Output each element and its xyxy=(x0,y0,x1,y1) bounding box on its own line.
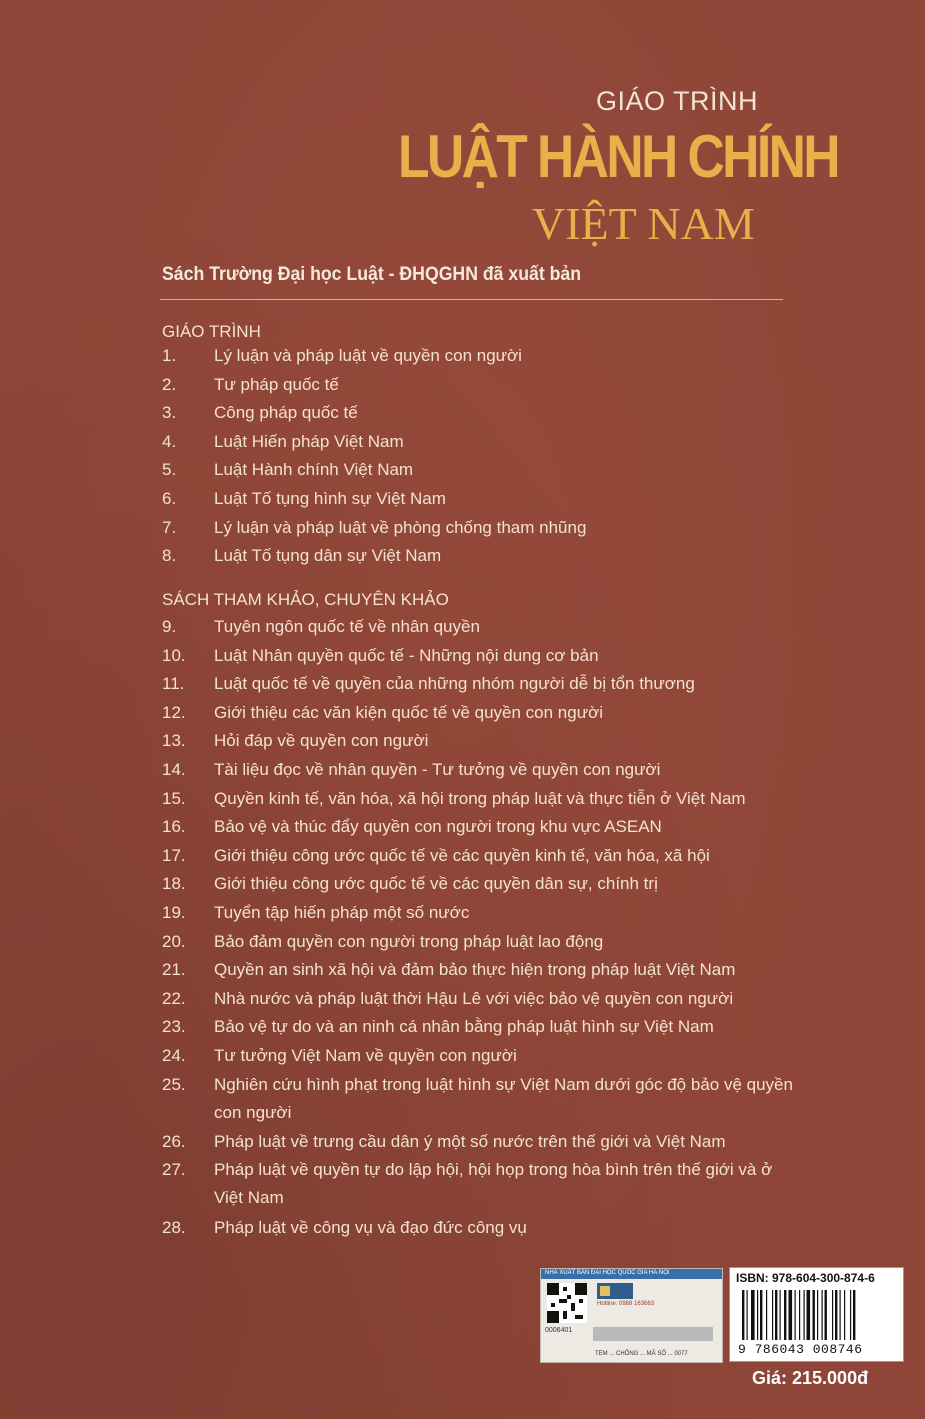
list-item-title: Pháp luật về trưng cầu dân ý một số nước trên thế giới và Việt Nam xyxy=(214,1131,726,1151)
list-item-number: 23. xyxy=(162,1017,186,1037)
sticker-band xyxy=(541,1269,723,1279)
section-heading: SÁCH THAM KHẢO, CHUYÊN KHẢO xyxy=(162,590,449,609)
divider-line xyxy=(160,299,783,300)
list-item-number: 8. xyxy=(162,546,177,566)
list-item-title: Tư tưởng Việt Nam về quyền con người xyxy=(214,1046,517,1065)
list-item-number: 19. xyxy=(162,903,186,922)
list-item-title: Công pháp quốc tế xyxy=(214,403,358,423)
isbn-label: ISBN: 978-604-300-874-6 xyxy=(736,1271,875,1285)
list-item-number: 11. xyxy=(162,674,185,694)
list-item-title: Luật quốc tế về quyền của những nhóm người dễ bị tổn thương xyxy=(214,674,695,694)
list-item-title: Bảo đảm quyền con người trong pháp luật lao động xyxy=(214,931,604,951)
barcode-digits: 9 786043 008746 xyxy=(738,1342,863,1357)
list-item-title: Pháp luật về quyền tự do lập hội, hội họp trong hòa bình trên thế giới và ở Việt Nam xyxy=(214,1160,773,1208)
publisher-note: Sách Trường Đại học Luật - ĐHQGHN đã xuất bản xyxy=(162,264,582,285)
sticker-band-text: NHÀ XUẤT BẢN ĐẠI HỌC QUỐC GIA HÀ NỘI xyxy=(545,1270,670,1276)
list-item-number: 27. xyxy=(162,1160,186,1180)
qr-code-icon xyxy=(547,1283,587,1323)
list-item-title: Tuyển tập hiến pháp một số nước xyxy=(214,903,470,922)
list-item-number: 15. xyxy=(162,788,186,808)
list-item-number: 3. xyxy=(162,403,177,423)
barcode-icon xyxy=(740,1290,895,1344)
list-item-number: 10. xyxy=(162,645,186,665)
section-heading: GIÁO TRÌNH xyxy=(162,322,261,341)
list-item-number: 5. xyxy=(162,460,177,480)
list-item-title: Lý luận và pháp luật về phòng chống tham nhũng xyxy=(214,517,587,537)
sticker-hotline: Hotline: 0988 163663 xyxy=(597,1301,655,1307)
list-item-title: Bảo vệ tự do và an ninh cá nhân bằng pháp luật hình sự Việt Nam xyxy=(214,1017,714,1037)
list-item-number: 25. xyxy=(162,1074,186,1094)
list-item-title: Pháp luật về công vụ và đạo đức công vụ xyxy=(214,1217,527,1237)
list-item-title: Luật Tố tụng hình sự Việt Nam xyxy=(214,489,446,508)
list-item-number: 14. xyxy=(162,760,186,779)
list-item-title: Lý luận và pháp luật về quyền con người xyxy=(214,346,522,365)
list-item-title: Quyền an sinh xã hội và đảm bảo thực hiện trong pháp luật Việt Nam xyxy=(214,960,736,980)
list-item-number: 7. xyxy=(162,517,177,537)
isbn-barcode-box xyxy=(729,1267,904,1362)
list-item-title: Giới thiệu công ước quốc tế về các quyền dân sự, chính trị xyxy=(214,874,658,894)
list-item-number: 9. xyxy=(162,617,177,636)
list-item-number: 18. xyxy=(162,874,186,894)
cover-kicker: GIÁO TRÌNH xyxy=(596,86,759,116)
list-item-number: 13. xyxy=(162,731,186,751)
list-item-title: Nhà nước và pháp luật thời Hậu Lê với việc bảo vệ quyền con người xyxy=(214,988,734,1008)
list-item-number: 21. xyxy=(162,960,186,980)
list-item-title: Luật Tố tụng dân sự Việt Nam xyxy=(214,546,442,566)
list-item-title: Giới thiệu các văn kiện quốc tế về quyền con người xyxy=(214,702,604,722)
authenticity-sticker xyxy=(540,1268,723,1363)
sticker-code: 0006401 xyxy=(545,1327,573,1334)
list-item-title: Bảo vệ và thúc đẩy quyền con người trong khu vực ASEAN xyxy=(214,817,662,837)
list-item-number: 6. xyxy=(162,489,177,508)
list-item-title: Luật Hành chính Việt Nam xyxy=(214,460,414,480)
list-item-number: 26. xyxy=(162,1131,186,1151)
list-item-number: 24. xyxy=(162,1046,186,1065)
list-item-title: Quyền kinh tế, văn hóa, xã hội trong pháp luật và thực tiễn ở Việt Nam xyxy=(214,788,746,808)
list-item-number: 16. xyxy=(162,817,186,837)
cover-subtitle: VIỆT NAM xyxy=(532,198,755,249)
list-item-number: 4. xyxy=(162,431,177,451)
list-item-title: Tư pháp quốc tế xyxy=(214,374,339,394)
list-item-title: Giới thiệu công ước quốc tế về các quyền kinh tế, văn hóa, xã hội xyxy=(214,845,710,865)
list-item-number: 17. xyxy=(162,845,186,865)
scratch-panel xyxy=(593,1327,713,1341)
sticker-footer: TEM ... CHỐNG ... MÃ SỐ ... 0077 xyxy=(595,1351,688,1357)
list-item-number: 22. xyxy=(162,988,186,1008)
list-item-number: 2. xyxy=(162,374,177,394)
list-item-title: Luật Hiến pháp Việt Nam xyxy=(214,431,404,451)
list-item-title: Tuyên ngôn quốc tế về nhân quyền xyxy=(214,617,480,636)
cover-title: LUẬT HÀNH CHÍNH xyxy=(398,123,838,190)
list-item-title: Hỏi đáp về quyền con người xyxy=(214,731,429,751)
publisher-seal-icon xyxy=(597,1283,633,1299)
list-item-number: 28. xyxy=(162,1217,186,1237)
list-item-number: 20. xyxy=(162,931,186,951)
list-item-title: Luật Nhân quyền quốc tế - Những nội dung cơ bản xyxy=(214,645,599,665)
list-item-title: Nghiên cứu hình phạt trong luật hình sự Việt Nam dưới góc độ bảo vệ quyền con người xyxy=(214,1074,793,1122)
list-item-title: Tài liệu đọc về nhân quyền - Tư tưởng về quyền con người xyxy=(214,760,661,779)
price-label: Giá: 215.000đ xyxy=(752,1368,869,1388)
list-item-number: 1. xyxy=(162,346,177,365)
list-item-number: 12. xyxy=(162,702,186,722)
